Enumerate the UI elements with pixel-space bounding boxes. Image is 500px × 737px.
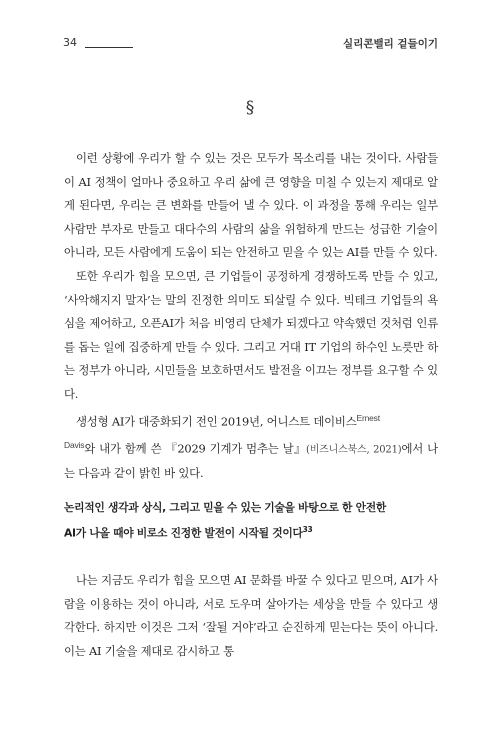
paragraph-1: 이런 상황에 우리가 할 수 있는 것은 모두가 목소리를 내는 것이다. 사람들이 AI 정책이 얼마나 중요하고 우리 삶에 큰 영향을 미칠 수 있는지 제대로 알게 된다면, 우리는 큰 변화를 만들어 낼 수 있다. 이 과정을 통해 우리는 일부 사람만 부자로 만들고 대다수의 사람의 삶을 위험하게 만드는 성급한 기술이 아니라, 모든 사람에게 도움이 되는 안전하고 믿을 수 있는 AI를 만들 수 있다. [64,151,438,260]
book-citation: (비즈니스북스, 2021) [306,444,402,456]
latin-name-first: Ernest [356,412,380,423]
body-text-continued [64,569,438,663]
paragraph-3 [64,407,438,486]
running-title: 실리콘밸리 겉들이기 [343,38,438,50]
quote-line-2 [64,519,438,545]
page-header [63,36,438,56]
latin-name-last: Davis [64,439,85,450]
block-quote [64,497,438,545]
quote-line-1: 논리적인 생각과 상식, 그리고 믿을 수 있는 기술을 바탕으로 한 안전한 [64,501,387,514]
paragraph-4: 나는 지금도 우리가 힘을 모으면 AI 문화를 바꿀 수 있다고 믿으며, AI가 사람을 이용하는 것이 아니라, 서로 도우며 살아가는 세상을 만들 수 있다고 생각한다. 하지만 이것은 그저 ‘잘될 거야’라고 순진하게 믿는다는 뜻이 아니다. 이는 AI 기술을 제대로 감시하고 통 [64,573,438,658]
page-number: 34 [63,36,77,49]
section-mark: § [245,98,255,118]
footnote-marker: 33 [302,525,313,534]
header-rule [85,47,133,48]
book-reference: 와 내가 함께 쓴 『2029 기계가 멈추는 날』 [84,441,307,456]
paragraph-2: 또한 우리가 힘을 모으면, 큰 기업들이 공정하게 경쟁하도록 만들 수 있고, ‘사악해지지 말자’는 말의 진정한 의미도 되살릴 수 있다. 빅테크 기업들의 욕심을 제어하고, 오픈AI가 처음 비영리 단체가 되겠다고 약속했던 것처럼 인류를 돕는 일에 집중하게 만들 수 있다. 그리고 거대 IT 기업의 하수인 노릇만 하는 정부가 아니라, 시민들을 보호하면서도 발전을 이끄는 정부를 요구할 수 있다. [64,268,438,401]
paragraph-3-start: 생성형 AI가 대중화되기 전인 2019년, 어니스트 데이비스 [76,414,357,429]
body-text [64,147,438,486]
paragraph-3-end: 에서 나는 다음과 같이 밝힌 바 있다. [64,441,438,481]
quote-line-2-text: AI가 나올 때야 비로소 진정한 발전이 시작될 것이다 [64,526,303,540]
